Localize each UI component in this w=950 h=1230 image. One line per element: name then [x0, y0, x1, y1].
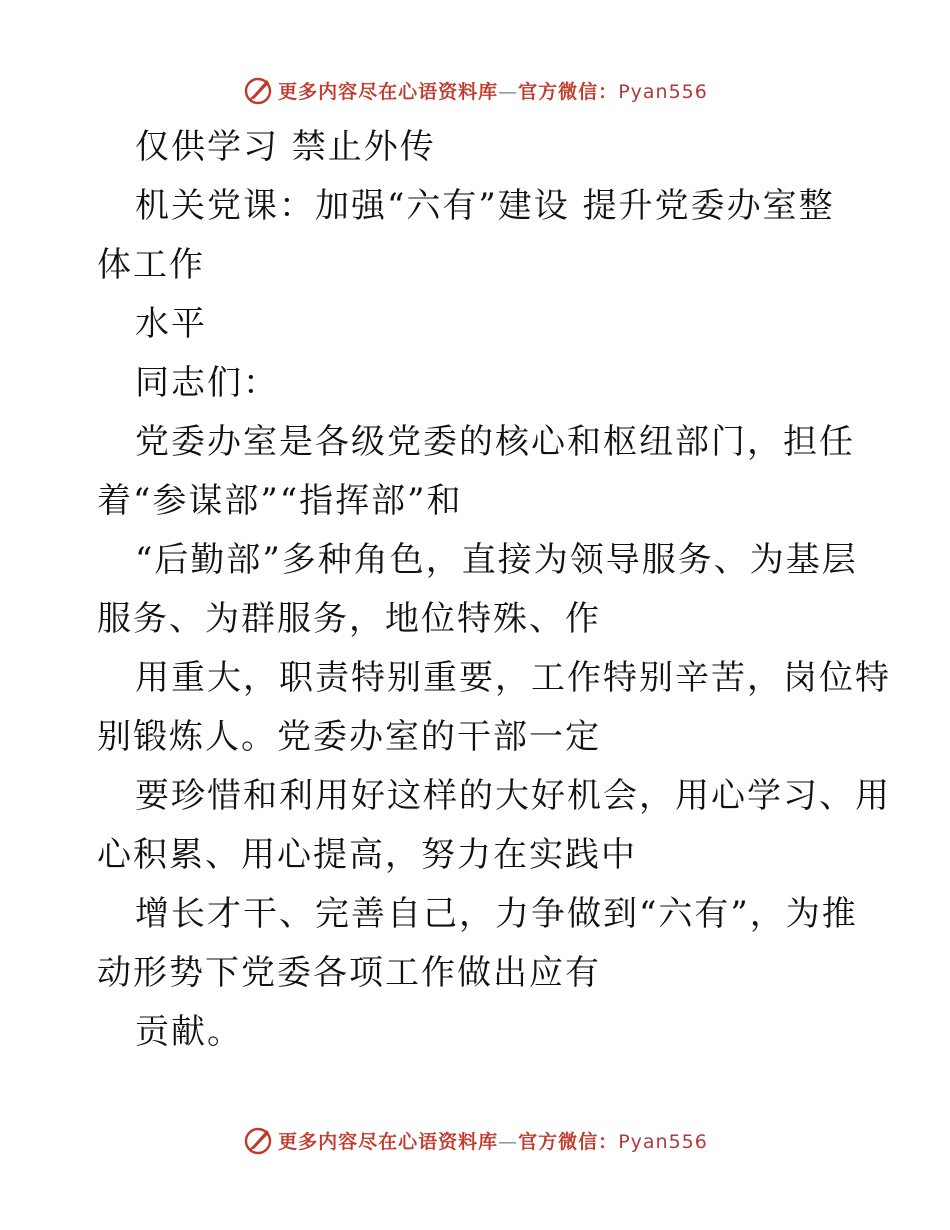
- text-line: 要珍惜和利用好这样的大好机会，用心学习、用: [135, 776, 891, 816]
- text-line: 体工作: [97, 245, 205, 285]
- text-line: 用重大，职责特别重要，工作特别辛苦，岗位特: [135, 658, 891, 698]
- footer-watermark-banner: [0, 1120, 950, 1160]
- header-watermark-banner: [0, 70, 950, 110]
- wechat-id: Pyan556: [618, 80, 708, 103]
- text-line: 同志们：: [135, 363, 279, 403]
- text-line: 增长才干、完善自己，力争做到“六有”，为推: [135, 894, 858, 934]
- wechat-label: 官方微信：: [518, 1130, 619, 1153]
- separator: —: [498, 80, 519, 103]
- text-line: 党委办室是各级党委的核心和枢纽部门，担任: [135, 422, 855, 462]
- document-body: [97, 118, 891, 1062]
- text-line: 水平: [135, 304, 207, 344]
- site-name: 更多内容尽在心语资料库: [278, 80, 499, 103]
- text-line: 贡献。: [135, 1012, 243, 1052]
- quill-pen-circle-icon: [242, 1124, 274, 1156]
- text-line: 机关党课：加强“六有”建设 提升党委办室整: [135, 186, 835, 226]
- separator: —: [498, 1130, 519, 1153]
- text-line: “后勤部”多种角色，直接为领导服务、为基层: [135, 540, 858, 580]
- watermark-text: [278, 1127, 708, 1154]
- quill-pen-circle-icon: [242, 74, 274, 106]
- text-line: 仅供学习 禁止外传: [135, 127, 436, 167]
- text-line: 动形势下党委各项工作做出应有: [97, 953, 601, 993]
- text-line: 心积累、用心提高，努力在实践中: [97, 835, 637, 875]
- wechat-label: 官方微信：: [518, 80, 619, 103]
- watermark-text: [278, 77, 708, 104]
- text-line: 服务、为群服务，地位特殊、作: [97, 599, 601, 639]
- text-line: 着“参谋部”“指挥部”和: [97, 481, 463, 521]
- wechat-id: Pyan556: [618, 1130, 708, 1153]
- text-line: 别锻炼人。党委办室的干部一定: [97, 717, 601, 757]
- site-name: 更多内容尽在心语资料库: [278, 1130, 499, 1153]
